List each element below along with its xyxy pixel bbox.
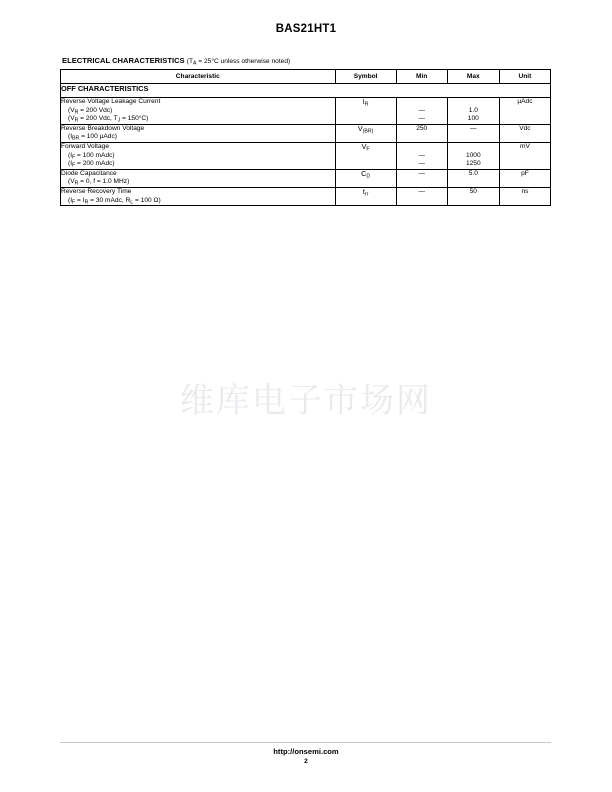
text-fragment: = 200 Vdc) bbox=[78, 106, 113, 114]
header-min: Min bbox=[396, 70, 447, 84]
value-line: 5.0 bbox=[468, 169, 478, 177]
test-condition bbox=[61, 178, 335, 187]
characteristic-cell bbox=[61, 169, 336, 187]
header-symbol: Symbol bbox=[335, 70, 396, 84]
test-condition bbox=[61, 107, 335, 116]
subscript: R bbox=[74, 109, 79, 116]
subscript: F bbox=[72, 154, 76, 161]
subscript: F bbox=[72, 162, 76, 169]
electrical-characteristics-table bbox=[60, 69, 551, 206]
value-line: 100 bbox=[467, 115, 479, 123]
table-row bbox=[61, 98, 551, 125]
subscript: D bbox=[366, 173, 371, 180]
unit-cell: Vdc bbox=[499, 124, 550, 142]
max-cell bbox=[447, 169, 499, 187]
table-row bbox=[61, 187, 551, 205]
test-condition bbox=[61, 152, 335, 161]
value-line: — bbox=[418, 187, 425, 195]
test-condition bbox=[61, 133, 335, 142]
symbol-cell bbox=[335, 187, 396, 205]
text-fragment: t bbox=[362, 186, 365, 196]
value-line bbox=[397, 98, 447, 107]
symbol-cell bbox=[335, 169, 396, 187]
characteristic-cell bbox=[61, 142, 336, 169]
text-fragment: = 200 Vdc, T bbox=[78, 115, 118, 123]
text-fragment: = 30 mAdc, R bbox=[88, 196, 131, 204]
subscript: J bbox=[117, 117, 121, 124]
text-fragment: (I bbox=[68, 133, 73, 141]
unit-cell: pF bbox=[499, 169, 550, 187]
text-fragment: (V bbox=[68, 115, 75, 123]
max-cell bbox=[447, 124, 499, 142]
section-heading-label: ELECTRICAL CHARACTERISTICS bbox=[62, 56, 185, 65]
text-fragment: = 100 Ω) bbox=[133, 196, 161, 204]
text-fragment: (V bbox=[68, 106, 75, 114]
min-cell bbox=[396, 169, 447, 187]
value-line: — bbox=[418, 106, 425, 114]
test-condition bbox=[61, 197, 335, 206]
text-fragment: = 0, f = 1.0 MHz) bbox=[78, 178, 130, 186]
min-cell bbox=[396, 187, 447, 205]
footer-url: http://onsemi.com bbox=[273, 747, 339, 756]
value-line bbox=[448, 98, 499, 107]
footer-divider bbox=[60, 742, 551, 743]
table-row bbox=[61, 142, 551, 169]
max-cell bbox=[447, 142, 499, 169]
characteristic-name: Forward Voltage bbox=[61, 142, 110, 150]
page-title: BAS21HT1 bbox=[275, 23, 337, 35]
symbol-cell bbox=[335, 98, 396, 125]
text-fragment: V bbox=[361, 141, 367, 151]
subscript: F bbox=[366, 146, 370, 153]
text-fragment: = 100 µAdc) bbox=[79, 133, 117, 141]
characteristic-cell bbox=[61, 187, 336, 205]
group-row bbox=[61, 84, 551, 98]
header-max: Max bbox=[447, 70, 499, 84]
text-fragment: I bbox=[362, 97, 365, 106]
text-fragment: (I bbox=[68, 151, 73, 159]
subscript: R bbox=[74, 180, 79, 187]
value-line: — bbox=[418, 169, 425, 177]
value-line: 1250 bbox=[465, 160, 481, 168]
text-fragment: = 200 mAdc) bbox=[75, 160, 115, 168]
subscript: R bbox=[364, 101, 369, 108]
subscript: L bbox=[130, 199, 134, 206]
subscript: R bbox=[74, 117, 79, 124]
table-row bbox=[61, 169, 551, 187]
value-line bbox=[448, 143, 499, 152]
min-cell bbox=[396, 142, 447, 169]
max-cell bbox=[447, 98, 499, 125]
min-cell bbox=[396, 124, 447, 142]
header-characteristic: Characteristic bbox=[61, 70, 336, 84]
test-condition bbox=[61, 160, 335, 169]
characteristic-cell bbox=[61, 124, 336, 142]
table-row bbox=[61, 124, 551, 142]
text-fragment: (V bbox=[68, 178, 75, 186]
text-fragment: (I bbox=[68, 160, 73, 168]
watermark-text: 维库电子市场网 bbox=[180, 381, 432, 421]
subscript: F bbox=[72, 199, 76, 206]
value-line: 1000 bbox=[465, 151, 481, 159]
subscript: (BR) bbox=[362, 128, 374, 135]
min-cell bbox=[396, 98, 447, 125]
value-line: 50 bbox=[469, 187, 477, 195]
subscript: BR bbox=[72, 135, 80, 142]
text-fragment: (I bbox=[68, 196, 73, 204]
characteristic-cell bbox=[61, 98, 336, 125]
footer-page-number: 2 bbox=[304, 758, 308, 765]
value-line: 250 bbox=[416, 124, 428, 132]
section-heading bbox=[62, 56, 290, 65]
symbol-cell bbox=[335, 142, 396, 169]
header-unit: Unit bbox=[499, 70, 550, 84]
characteristic-name: Reverse Recovery Time bbox=[61, 187, 132, 195]
text-fragment: V bbox=[357, 123, 363, 133]
characteristic-name: Reverse Breakdown Voltage bbox=[61, 124, 145, 132]
value-line: 1.0 bbox=[468, 106, 478, 114]
text-fragment: C bbox=[361, 168, 367, 178]
characteristic-name: Reverse Voltage Leakage Current bbox=[61, 98, 161, 105]
value-line: — bbox=[418, 115, 425, 123]
test-condition bbox=[61, 115, 335, 124]
unit-cell: mV bbox=[499, 142, 550, 169]
characteristic-name: Diode Capacitance bbox=[61, 169, 117, 177]
text-fragment: = 100 mAdc) bbox=[75, 151, 115, 159]
symbol-cell bbox=[335, 124, 396, 142]
group-label-off-characteristics: OFF CHARACTERISTICS bbox=[61, 84, 551, 98]
unit-cell: ns bbox=[499, 187, 550, 205]
section-condition: ($T_A = 25^\circ C$ unless otherwise noted) bbox=[186, 58, 291, 67]
value-line bbox=[397, 143, 447, 152]
subscript: rr bbox=[364, 191, 369, 198]
value-line: — bbox=[418, 151, 425, 159]
subscript: R bbox=[84, 199, 89, 206]
text-fragment: = I bbox=[75, 196, 85, 204]
value-line: — bbox=[418, 160, 425, 168]
value-line: — bbox=[470, 124, 477, 132]
max-cell bbox=[447, 187, 499, 205]
text-fragment: = 150°C) bbox=[120, 115, 149, 123]
table-header-row bbox=[61, 70, 551, 84]
unit-cell: µAdc bbox=[499, 98, 550, 125]
